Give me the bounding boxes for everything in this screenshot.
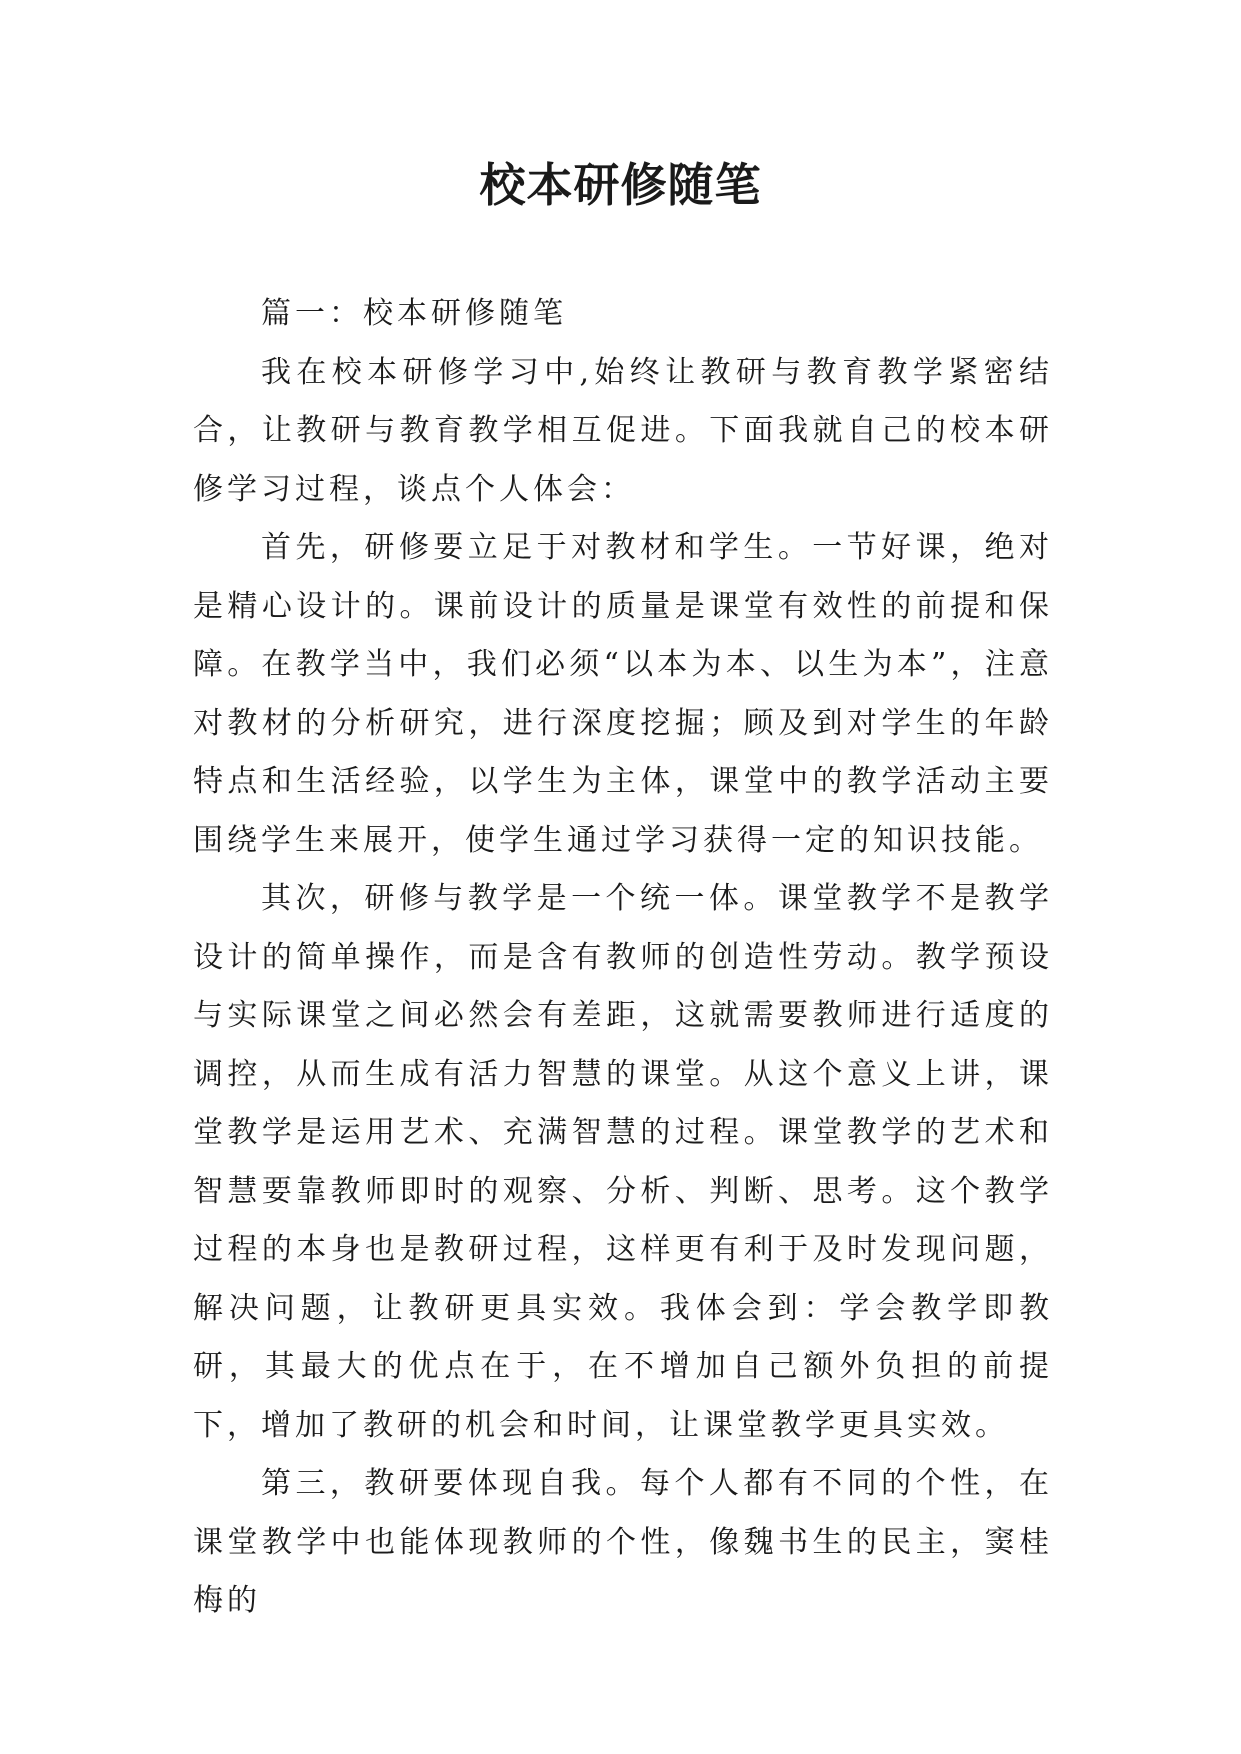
paragraph-first-point: 首先，研修要立足于对教材和学生。一节好课，绝对是精心设计的。课前设计的质量是课堂有效性的前提和保障。在教学当中，我们必须“以本为本、以生为本”，注意对教材的分析研究，进行深度挖掘；顾及到对学生的年龄特点和生活经验，以学生为主体，课堂中的教学活动主要围绕学生来展开，使学生通过学习获得一定的知识技能。 bbox=[193, 530, 1053, 858]
paragraph-third-point: 第三，教研要体现自我。每个人都有不同的个性，在课堂教学中也能体现教师的个性，像魏书生的民主，窦桂梅的 bbox=[193, 1466, 1053, 1618]
paragraph-second-point: 其次，研修与教学是一个统一体。课堂教学不是教学设计的简单操作，而是含有教师的创造性劳动。教学预设与实际课堂之间必然会有差距，这就需要教师进行适度的调控，从而生成有活力智慧的课堂。从这个意义上讲，课堂教学是运用艺术、充满智慧的过程。课堂教学的艺术和智慧要靠教师即时的观察、分析、判断、思考。这个教学过程的本身也是教研过程，这样更有利于及时发现问题，解决问题，让教研更具实效。我体会到：学会教学即教研，其最大的优点在于，在不增加自己额外负担的前提下，增加了教研的机会和时间，让课堂教学更具实效。 bbox=[193, 881, 1053, 1443]
section-heading: 篇一：校本研修随笔 bbox=[261, 296, 567, 331]
paragraph-intro: 我在校本研修学习中,始终让教研与教育教学紧密结合，让教研与教育教学相互促进。下面我就自己的校本研修学习过程，谈点个人体会： bbox=[193, 354, 1053, 507]
document-body bbox=[193, 285, 1053, 1631]
document-title: 校本研修随笔 bbox=[479, 158, 762, 212]
